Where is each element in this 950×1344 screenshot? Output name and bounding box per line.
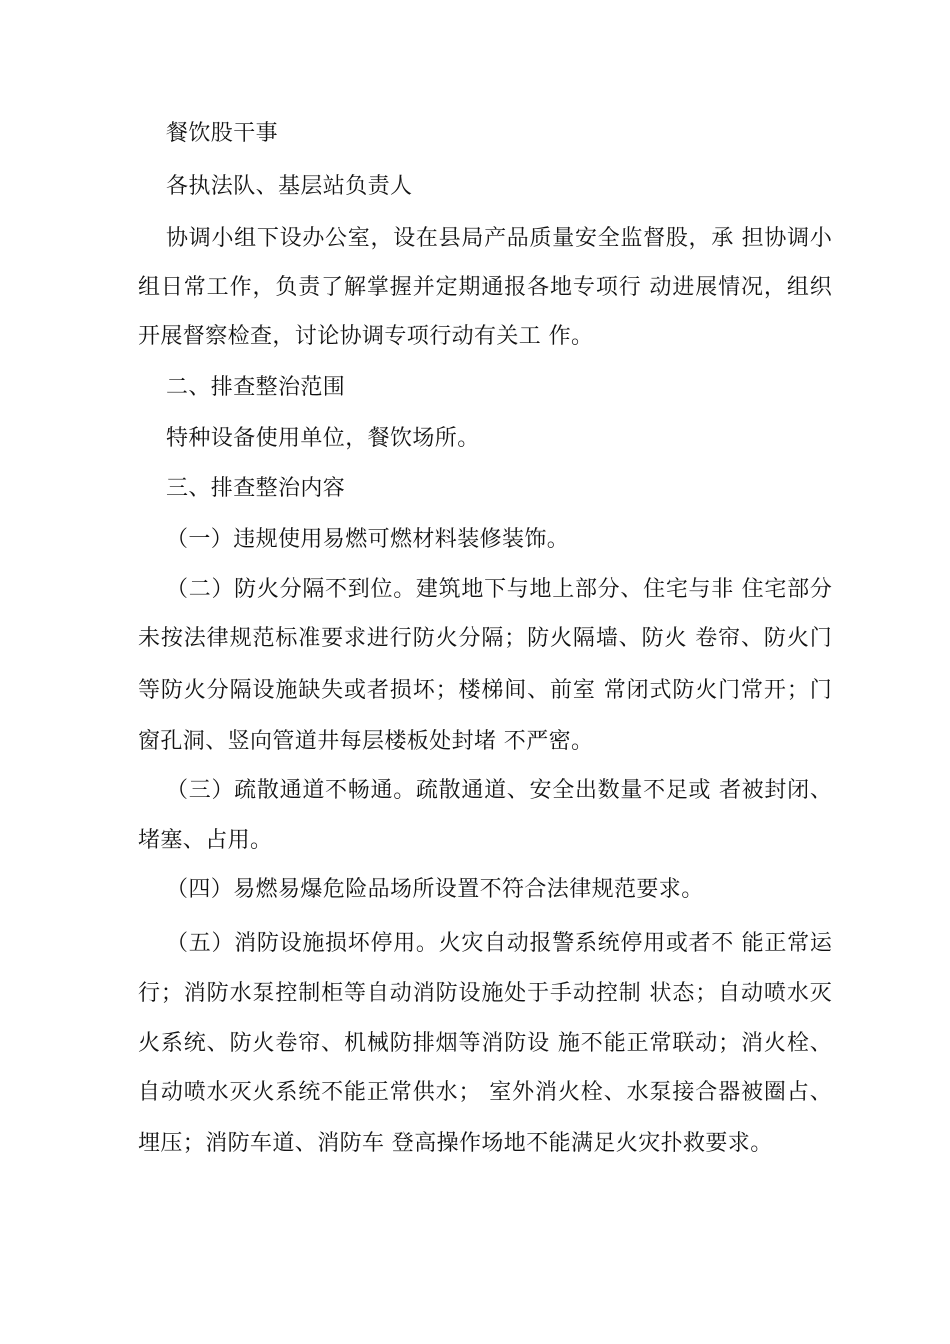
- text-line-17: （ 五 ） 消 防 设 施 损 坏 停 用 。 火 灾 自 动 报 警 系 统 停 用 或 者 不 能 正 常 运: [166, 931, 832, 956]
- text-line-14: （ 三 ） 疏 散 通 道 不 畅 通 。 疏 散 通 道 、 安 全 出 数 量 不 足 或 者 被 封 闭 、: [166, 778, 832, 803]
- text-line-1: 餐饮股干事: [166, 121, 279, 146]
- text-line-15: 堵塞、占用。: [138, 828, 273, 853]
- text-line-4: 组 日 常 工 作 ， 负 责 了 解 掌 握 并 定 期 通 报 各 地 专 项 行 动 进 展 情 况 ， 组 织: [138, 275, 832, 300]
- text-line-18: 行 ； 消 防 水 泵 控 制 柜 等 自 动 消 防 设 施 处 于 手 动 控 制 状 态 ； 自 动 喷 水 灭: [138, 981, 832, 1006]
- text-line-16: （四）易燃易爆危险品场所设置不符合法律规范要求。: [166, 877, 704, 902]
- text-line-9: （一）违规使用易燃可燃材料装修装饰。: [166, 527, 570, 552]
- text-line-19: 火 系 统 、 防 火 卷 帘 、 机 械 防 排 烟 等 消 防 设 施 不 能 正 常 联 动 ； 消 火 栓 、: [138, 1031, 832, 1056]
- text-line-5: 开展督察检查，讨论协调专项行动有关工 作。: [138, 324, 594, 349]
- section-heading-3: 三、排查整治内容: [166, 476, 346, 501]
- text-line-7: 特种设备使用单位，餐饮场所。: [166, 426, 480, 451]
- text-line-3: 协 调 小 组 下 设 办 公 室 ， 设 在 县 局 产 品 质 量 安 全 监 督 股 ， 承 担 协 调 小: [166, 226, 832, 251]
- text-line-11: 未 按 法 律 规 范 标 准 要 求 进 行 防 火 分 隔 ； 防 火 隔 墙 、 防 火 卷 帘 、 防 火 门: [138, 626, 832, 651]
- text-line-10: （ 二 ） 防 火 分 隔 不 到 位 。 建 筑 地 下 与 地 上 部 分 、 住 宅 与 非 住 宅 部 分: [166, 577, 832, 602]
- text-line-20: 自 动 喷 水 灭 火 系 统 不 能 正 常 供 水 ； 室 外 消 火 栓 、 水 泵 接 合 器 被 圈 占 、: [138, 1080, 832, 1105]
- text-line-12: 等 防 火 分 隔 设 施 缺 失 或 者 损 坏 ； 楼 梯 间 、 前 室 常 闭 式 防 火 门 常 开 ； 门: [138, 678, 832, 703]
- text-line-2: 各执法队、基层站负责人: [166, 174, 413, 199]
- text-line-21: 埋压；消防车道、消防车 登高操作场地不能满足火灾扑救要求。: [138, 1131, 773, 1156]
- text-line-13: 窗孔洞、竖向管道井每层楼板处封堵 不严密。: [138, 729, 594, 754]
- section-heading-2: 二、排查整治范围: [166, 375, 346, 400]
